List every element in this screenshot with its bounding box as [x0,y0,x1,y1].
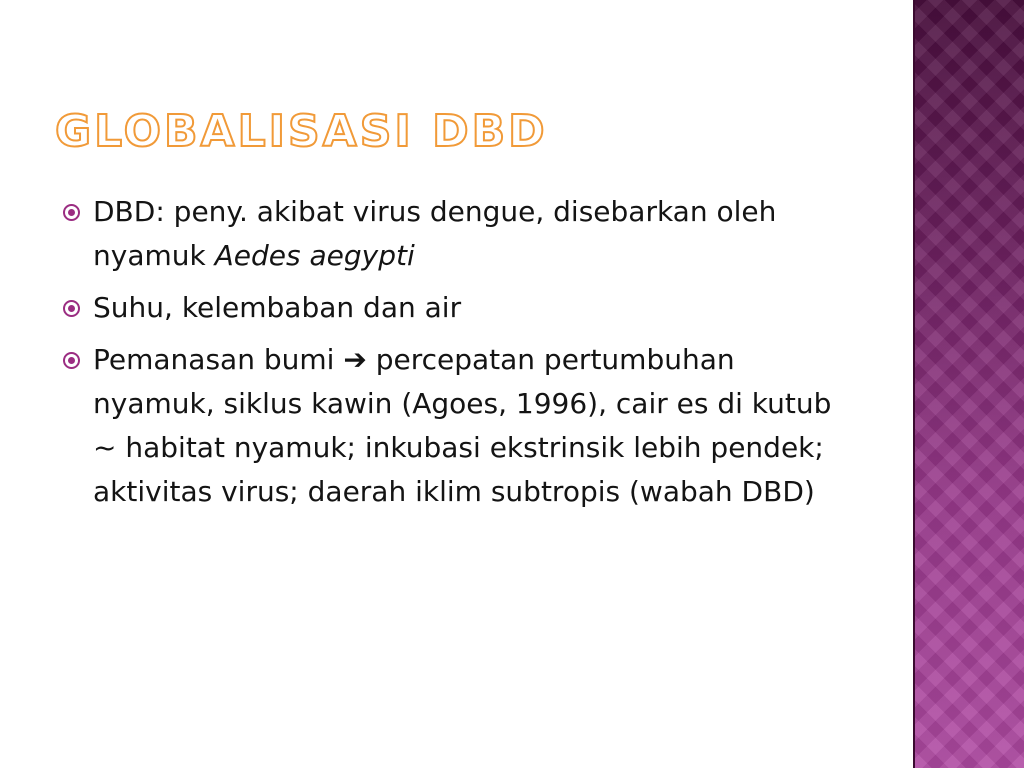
bullet-icon [63,300,80,317]
species-name: Aedes aegypti [214,239,415,272]
bullet-text: Pemanasan bumi [93,343,344,376]
bullet-icon [63,352,80,369]
arrow-right-icon: ➔ [343,343,367,376]
bullet-text: DBD: peny. akibat virus dengue, disebarkan oleh nyamuk [93,195,777,272]
bullet-icon [63,204,80,221]
slide-title: GLOBALISASI DBD [55,106,548,157]
bullet-list [60,190,860,522]
bullet-item-2 [60,286,860,330]
bullet-text: Suhu, kelembaban dan air [93,291,462,324]
bullet-item-3 [60,338,860,514]
decorative-side-band [913,0,1024,768]
bullet-text-continued: percepatan pertumbuhan nyamuk, siklus kawin (Agoes, 1996), cair es di kutub ~ habitat nyamuk; inkubasi ekstrinsik lebih pendek; aktivitas virus; daerah iklim subtropis (wabah DBD) [93,343,832,508]
bullet-item-1 [60,190,860,278]
